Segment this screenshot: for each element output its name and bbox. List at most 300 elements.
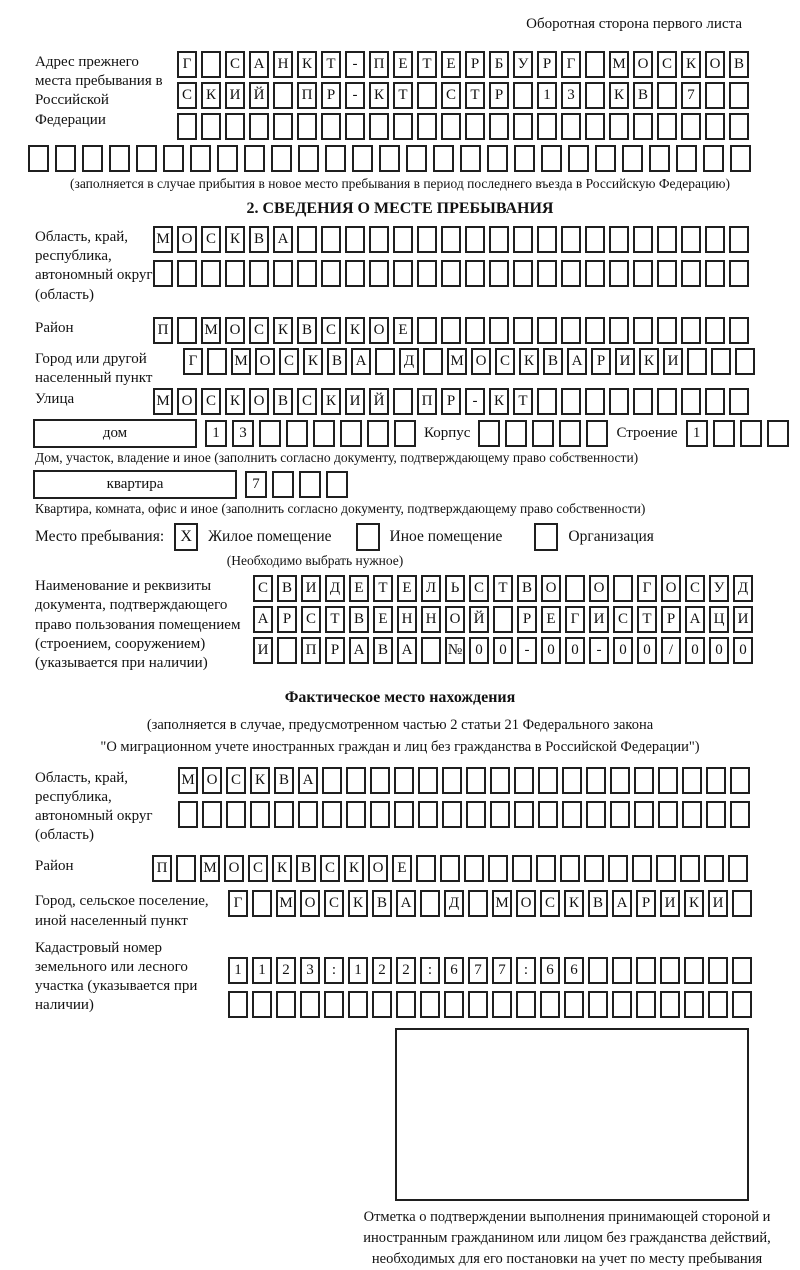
char-cell[interactable]: О [541,575,561,602]
char-cell[interactable]: К [303,348,323,375]
char-cell[interactable]: В [327,348,347,375]
char-cell[interactable]: Е [397,575,417,602]
char-cell[interactable] [564,991,584,1018]
char-cell[interactable] [417,317,437,344]
char-cell[interactable] [537,260,557,287]
char-cell[interactable] [249,113,269,140]
char-cell[interactable] [536,855,556,882]
char-cell[interactable] [505,420,527,447]
char-cell[interactable] [346,767,366,794]
char-cell[interactable]: Р [591,348,611,375]
char-cell[interactable] [711,348,731,375]
char-cell[interactable]: 7 [492,957,512,984]
char-cell[interactable] [684,957,704,984]
char-cell[interactable] [729,317,749,344]
char-cell[interactable] [622,145,643,172]
char-cell[interactable] [276,991,296,1018]
char-cell[interactable]: И [301,575,321,602]
char-cell[interactable]: К [345,317,365,344]
char-cell[interactable] [468,991,488,1018]
char-cell[interactable] [705,388,725,415]
char-cell[interactable]: Т [321,51,341,78]
char-cell[interactable] [612,991,632,1018]
char-cell[interactable]: Г [183,348,203,375]
char-cell[interactable]: С [253,575,273,602]
char-cell[interactable]: С [297,388,317,415]
char-cell[interactable]: : [516,957,536,984]
char-cell[interactable] [345,226,365,253]
char-cell[interactable] [609,260,629,287]
char-cell[interactable]: 3 [232,420,254,447]
char-cell[interactable] [423,348,443,375]
char-cell[interactable] [297,260,317,287]
char-cell[interactable] [177,317,197,344]
char-cell[interactable]: 2 [276,957,296,984]
char-cell[interactable]: Ь [445,575,465,602]
char-cell[interactable] [441,113,461,140]
char-cell[interactable] [300,991,320,1018]
char-cell[interactable]: М [153,388,173,415]
char-cell[interactable] [177,113,197,140]
char-cell[interactable] [705,82,725,109]
char-cell[interactable] [657,226,677,253]
char-cell[interactable] [299,471,321,498]
char-cell[interactable] [729,113,749,140]
char-cell[interactable] [609,388,629,415]
char-cell[interactable] [324,991,344,1018]
char-cell[interactable]: Т [417,51,437,78]
char-cell[interactable] [442,801,462,828]
char-cell[interactable]: - [465,388,485,415]
char-cell[interactable]: М [178,767,198,794]
char-cell[interactable] [585,388,605,415]
char-cell[interactable]: А [249,51,269,78]
char-cell[interactable]: В [517,575,537,602]
char-cell[interactable]: Д [733,575,753,602]
char-cell[interactable] [538,767,558,794]
char-cell[interactable]: 7 [681,82,701,109]
char-cell[interactable]: Р [537,51,557,78]
char-cell[interactable]: К [684,890,704,917]
char-cell[interactable] [513,113,533,140]
char-cell[interactable]: О [368,855,388,882]
char-cell[interactable] [249,260,269,287]
checkbox-residential[interactable]: X [174,523,198,551]
char-cell[interactable]: 1 [252,957,272,984]
char-cell[interactable] [493,606,513,633]
char-cell[interactable]: О [202,767,222,794]
char-cell[interactable] [466,767,486,794]
char-cell[interactable] [418,767,438,794]
char-cell[interactable] [297,113,317,140]
char-cell[interactable] [514,145,535,172]
char-cell[interactable] [433,145,454,172]
char-cell[interactable]: А [351,348,371,375]
char-cell[interactable]: 2 [396,957,416,984]
char-cell[interactable] [176,855,196,882]
char-cell[interactable] [393,113,413,140]
char-cell[interactable] [394,801,414,828]
char-cell[interactable] [177,260,197,287]
char-cell[interactable] [393,388,413,415]
char-cell[interactable] [706,801,726,828]
char-cell[interactable]: А [349,637,369,664]
char-cell[interactable] [273,260,293,287]
char-cell[interactable] [271,145,292,172]
char-cell[interactable] [513,82,533,109]
char-cell[interactable] [513,226,533,253]
char-cell[interactable]: И [345,388,365,415]
char-cell[interactable] [559,420,581,447]
char-cell[interactable] [613,575,633,602]
char-cell[interactable]: С [495,348,515,375]
char-cell[interactable]: В [273,388,293,415]
char-cell[interactable]: О [177,226,197,253]
char-cell[interactable] [326,471,348,498]
char-cell[interactable]: 0 [709,637,729,664]
char-cell[interactable] [516,991,536,1018]
char-cell[interactable]: 3 [300,957,320,984]
char-cell[interactable]: Д [444,890,464,917]
char-cell[interactable]: К [225,226,245,253]
char-cell[interactable] [658,801,678,828]
char-cell[interactable] [345,260,365,287]
char-cell[interactable]: О [249,388,269,415]
char-cell[interactable] [369,226,389,253]
char-cell[interactable]: С [321,317,341,344]
char-cell[interactable]: 1 [348,957,368,984]
char-cell[interactable] [537,388,557,415]
char-cell[interactable] [541,145,562,172]
char-cell[interactable] [705,260,725,287]
char-cell[interactable]: К [297,51,317,78]
char-cell[interactable]: М [492,890,512,917]
char-cell[interactable]: Р [636,890,656,917]
char-cell[interactable]: Р [277,606,297,633]
char-cell[interactable] [586,767,606,794]
char-cell[interactable]: Е [349,575,369,602]
char-cell[interactable] [713,420,735,447]
char-cell[interactable] [345,113,365,140]
char-cell[interactable] [729,226,749,253]
char-cell[interactable] [730,767,750,794]
char-cell[interactable]: О [177,388,197,415]
char-cell[interactable] [703,145,724,172]
char-cell[interactable] [537,317,557,344]
char-cell[interactable] [274,801,294,828]
char-cell[interactable] [705,226,725,253]
char-cell[interactable] [421,637,441,664]
char-cell[interactable] [681,113,701,140]
char-cell[interactable]: К [639,348,659,375]
char-cell[interactable]: 3 [561,82,581,109]
char-cell[interactable]: К [201,82,221,109]
char-cell[interactable] [207,348,227,375]
char-cell[interactable] [201,51,221,78]
char-cell[interactable] [379,145,400,172]
char-cell[interactable] [585,317,605,344]
char-cell[interactable]: - [345,51,365,78]
char-cell[interactable] [612,957,632,984]
char-cell[interactable]: Г [565,606,585,633]
char-cell[interactable] [352,145,373,172]
char-cell[interactable] [561,113,581,140]
char-cell[interactable] [632,855,652,882]
char-cell[interactable]: С [226,767,246,794]
char-cell[interactable] [416,855,436,882]
char-cell[interactable] [561,317,581,344]
char-cell[interactable] [440,855,460,882]
char-cell[interactable]: А [396,890,416,917]
char-cell[interactable] [513,317,533,344]
char-cell[interactable]: С [320,855,340,882]
char-cell[interactable]: О [225,317,245,344]
char-cell[interactable] [406,145,427,172]
char-cell[interactable]: П [417,388,437,415]
char-cell[interactable]: 2 [372,957,392,984]
char-cell[interactable]: А [397,637,417,664]
char-cell[interactable]: О [633,51,653,78]
char-cell[interactable] [634,801,654,828]
char-cell[interactable] [585,82,605,109]
char-cell[interactable] [633,388,653,415]
char-cell[interactable]: № [445,637,465,664]
char-cell[interactable] [649,145,670,172]
char-cell[interactable] [417,226,437,253]
char-cell[interactable] [705,113,725,140]
char-cell[interactable]: С [301,606,321,633]
char-cell[interactable] [588,991,608,1018]
char-cell[interactable]: С [441,82,461,109]
char-cell[interactable] [489,260,509,287]
char-cell[interactable] [228,991,248,1018]
char-cell[interactable]: С [248,855,268,882]
char-cell[interactable]: 1 [228,957,248,984]
char-cell[interactable] [298,801,318,828]
char-cell[interactable] [420,991,440,1018]
char-cell[interactable] [153,260,173,287]
char-cell[interactable] [372,991,392,1018]
char-cell[interactable] [656,855,676,882]
char-cell[interactable]: Т [373,575,393,602]
char-cell[interactable] [537,113,557,140]
char-cell[interactable]: С [177,82,197,109]
char-cell[interactable] [586,420,608,447]
char-cell[interactable] [682,767,702,794]
char-cell[interactable] [532,420,554,447]
char-cell[interactable] [609,226,629,253]
char-cell[interactable] [441,260,461,287]
char-cell[interactable] [321,260,341,287]
char-cell[interactable]: 1 [205,420,227,447]
char-cell[interactable]: К [348,890,368,917]
char-cell[interactable] [298,145,319,172]
char-cell[interactable] [109,145,130,172]
char-cell[interactable]: О [445,606,465,633]
char-cell[interactable]: С [249,317,269,344]
char-cell[interactable] [468,890,488,917]
char-cell[interactable] [660,957,680,984]
char-cell[interactable] [730,801,750,828]
char-cell[interactable] [729,388,749,415]
char-cell[interactable]: Л [421,575,441,602]
char-cell[interactable]: О [224,855,244,882]
char-cell[interactable]: Е [541,606,561,633]
char-cell[interactable]: И [225,82,245,109]
char-cell[interactable] [313,420,335,447]
char-cell[interactable] [585,260,605,287]
char-cell[interactable] [82,145,103,172]
char-cell[interactable]: 0 [613,637,633,664]
char-cell[interactable] [657,317,677,344]
char-cell[interactable]: Е [392,855,412,882]
char-cell[interactable] [684,991,704,1018]
char-cell[interactable]: П [153,317,173,344]
char-cell[interactable] [250,801,270,828]
char-cell[interactable]: П [369,51,389,78]
char-cell[interactable] [321,226,341,253]
char-cell[interactable] [608,855,628,882]
char-cell[interactable]: К [225,388,245,415]
char-cell[interactable]: Г [228,890,248,917]
char-cell[interactable]: Т [393,82,413,109]
char-cell[interactable]: - [345,82,365,109]
char-cell[interactable]: А [685,606,705,633]
char-cell[interactable] [487,145,508,172]
char-cell[interactable] [367,420,389,447]
char-cell[interactable] [136,145,157,172]
char-cell[interactable]: К [609,82,629,109]
char-cell[interactable]: Р [325,637,345,664]
char-cell[interactable]: : [420,957,440,984]
char-cell[interactable] [561,388,581,415]
char-cell[interactable]: О [661,575,681,602]
char-cell[interactable]: К [273,317,293,344]
char-cell[interactable] [735,348,755,375]
char-cell[interactable] [444,991,464,1018]
char-cell[interactable]: И [589,606,609,633]
char-cell[interactable] [322,801,342,828]
char-cell[interactable]: Е [393,317,413,344]
char-cell[interactable]: Г [637,575,657,602]
char-cell[interactable] [272,471,294,498]
char-cell[interactable] [730,145,751,172]
char-cell[interactable] [464,855,484,882]
char-cell[interactable]: О [705,51,725,78]
char-cell[interactable] [322,767,342,794]
char-cell[interactable] [634,767,654,794]
char-cell[interactable] [540,991,560,1018]
char-cell[interactable]: 0 [469,637,489,664]
char-cell[interactable]: М [153,226,173,253]
char-cell[interactable]: 6 [564,957,584,984]
char-cell[interactable] [681,388,701,415]
char-cell[interactable]: 0 [637,637,657,664]
char-cell[interactable] [466,801,486,828]
char-cell[interactable] [393,260,413,287]
char-cell[interactable] [465,226,485,253]
char-cell[interactable]: Ц [709,606,729,633]
char-cell[interactable]: 0 [733,637,753,664]
char-cell[interactable]: : [324,957,344,984]
char-cell[interactable] [584,855,604,882]
char-cell[interactable] [633,226,653,253]
char-cell[interactable] [163,145,184,172]
char-cell[interactable] [490,801,510,828]
char-cell[interactable]: А [273,226,293,253]
char-cell[interactable] [585,113,605,140]
char-cell[interactable]: К [344,855,364,882]
char-cell[interactable]: А [298,767,318,794]
char-cell[interactable]: 0 [685,637,705,664]
char-cell[interactable]: В [297,317,317,344]
char-cell[interactable]: Н [273,51,293,78]
char-cell[interactable]: Е [441,51,461,78]
char-cell[interactable]: В [633,82,653,109]
checkbox-other-premises[interactable] [356,523,380,551]
char-cell[interactable] [565,575,585,602]
char-cell[interactable] [489,226,509,253]
char-cell[interactable]: В [296,855,316,882]
char-cell[interactable] [465,317,485,344]
char-cell[interactable] [370,801,390,828]
char-cell[interactable] [609,113,629,140]
char-cell[interactable] [201,260,221,287]
char-cell[interactable] [681,317,701,344]
char-cell[interactable]: Й [249,82,269,109]
char-cell[interactable] [560,855,580,882]
char-cell[interactable] [767,420,789,447]
char-cell[interactable]: Т [513,388,533,415]
char-cell[interactable]: Т [493,575,513,602]
char-cell[interactable]: 0 [493,637,513,664]
char-cell[interactable]: М [200,855,220,882]
char-cell[interactable]: И [663,348,683,375]
char-cell[interactable]: 1 [537,82,557,109]
char-cell[interactable] [346,801,366,828]
char-cell[interactable] [513,260,533,287]
char-cell[interactable] [190,145,211,172]
char-cell[interactable]: К [272,855,292,882]
char-cell[interactable] [681,226,701,253]
char-cell[interactable]: Г [177,51,197,78]
char-cell[interactable] [441,317,461,344]
char-cell[interactable]: Е [393,51,413,78]
char-cell[interactable]: 1 [686,420,708,447]
char-cell[interactable]: В [588,890,608,917]
char-cell[interactable]: К [519,348,539,375]
char-cell[interactable] [585,51,605,78]
char-cell[interactable]: И [253,637,273,664]
char-cell[interactable]: Й [469,606,489,633]
char-cell[interactable] [201,113,221,140]
char-cell[interactable]: П [297,82,317,109]
char-cell[interactable] [728,855,748,882]
char-cell[interactable] [297,226,317,253]
char-cell[interactable]: П [152,855,172,882]
char-cell[interactable] [657,113,677,140]
char-cell[interactable] [252,890,272,917]
char-cell[interactable]: Р [661,606,681,633]
char-cell[interactable] [348,991,368,1018]
char-cell[interactable]: Д [325,575,345,602]
char-cell[interactable] [420,890,440,917]
char-cell[interactable] [704,855,724,882]
char-cell[interactable] [55,145,76,172]
char-cell[interactable] [610,801,630,828]
char-cell[interactable] [244,145,265,172]
char-cell[interactable] [732,890,752,917]
